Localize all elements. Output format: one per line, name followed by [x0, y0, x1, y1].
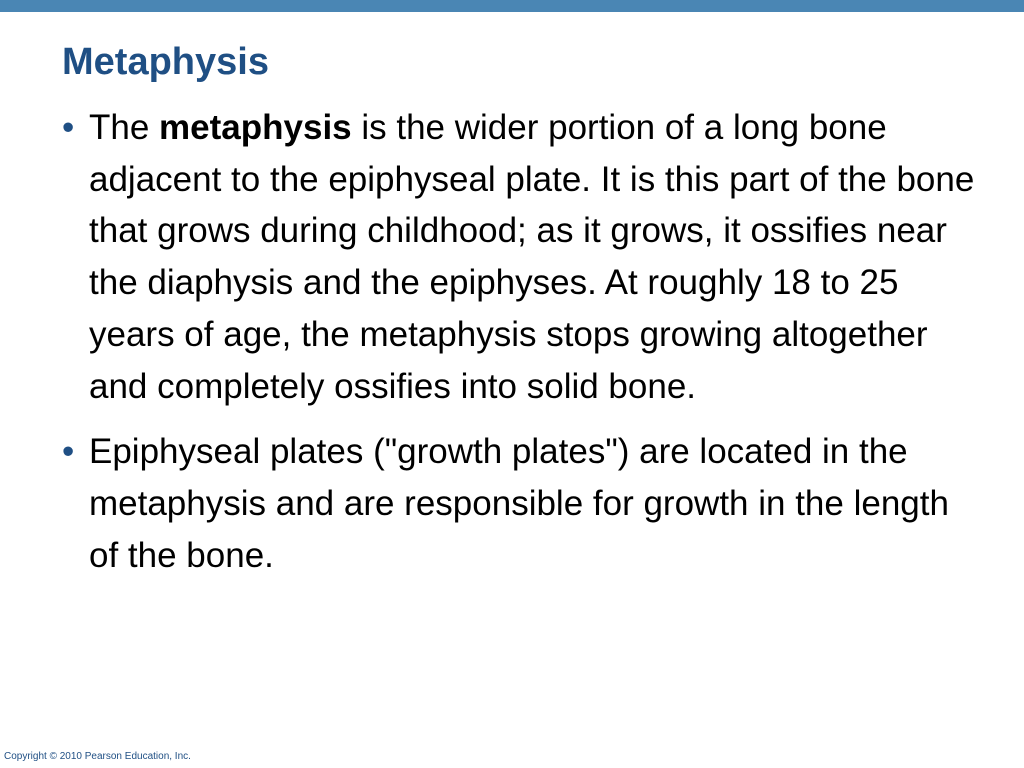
slide-title: Metaphysis: [62, 41, 269, 83]
bullet-text-bold-term: metaphysis: [159, 108, 352, 147]
slide-body: [62, 102, 982, 581]
bullet-item: [62, 102, 982, 412]
copyright-footer: Copyright © 2010 Pearson Education, Inc.: [4, 751, 191, 762]
top-accent-bar: [0, 0, 1024, 12]
bullet-text-rest: is the wider portion of a long bone adjacent to the epiphyseal plate. It is this part of the bone that grows during childhood; as it grows, it ossifies near the diaphysis and the epiphyses. At roughly 18 to 25 years of age, the metaphysis stops growing altogether and completely ossifies into solid bone.: [89, 108, 975, 406]
bullet-text: Epiphyseal plates ("growth plates") are located in the metaphysis and are responsible for growth in the length of the bone.: [89, 432, 949, 575]
bullet-item: [62, 426, 982, 581]
bullet-text-lead: The: [89, 108, 160, 147]
bullet-icon: •: [62, 108, 75, 147]
bullet-icon: •: [62, 432, 75, 472]
